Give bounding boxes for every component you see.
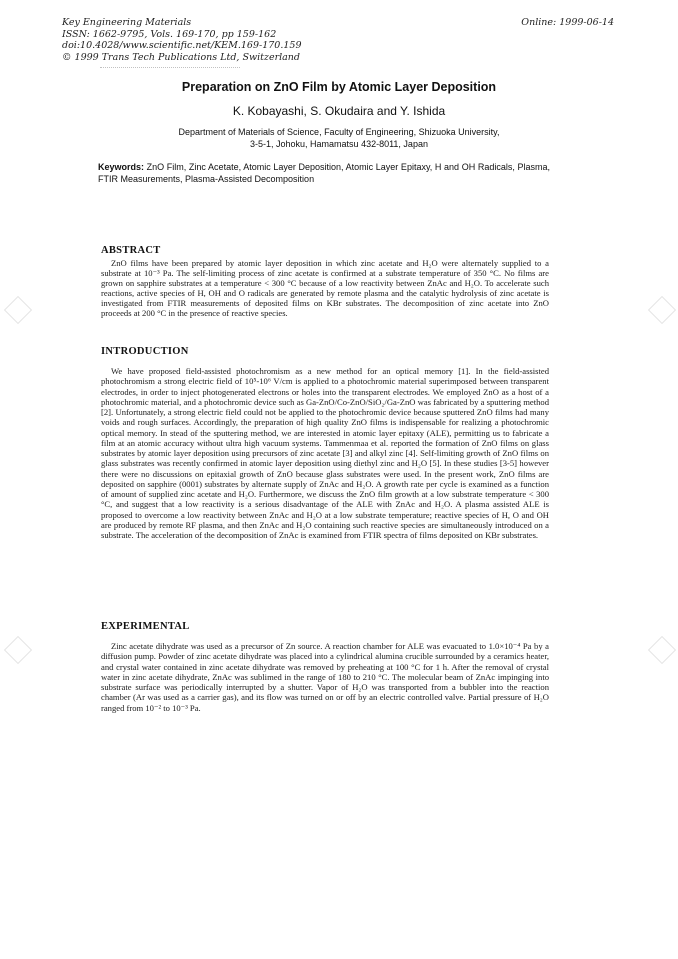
- paper-title: Preparation on ZnO Film by Atomic Layer Deposition: [181, 80, 497, 94]
- author-list: K. Kobayashi, S. Okudaira and Y. Ishida: [232, 104, 446, 118]
- copyright-line: © 1999 Trans Tech Publications Ltd, Switzerland: [62, 51, 301, 63]
- keywords-text: ZnO Film, Zinc Acetate, Atomic Layer Deposition, Atomic Layer Epitaxy, H and OH Radicals, Plasma, FTIR Measurements, Plasma-Assisted Decomposition: [98, 162, 550, 184]
- watermark-mark: [4, 636, 32, 664]
- keywords-label: Keywords:: [98, 162, 145, 172]
- doi-line: doi:10.4028/www.scientific.net/KEM.169-170.159: [62, 40, 302, 51]
- abstract-text: ZnO films have been prepared by atomic layer deposition in which zinc acetate and H₂O were alternately supplied to a substrate at 10⁻³ Pa. The self-limiting process of zinc acetate is confirmed at a substrate temperature of 350 °C. No films are grown on sapphire substrates at a temperature < 300 °C because of a low reactivity between ZnAc and H₂O. To accelerate such reactions, active species of H, OH and O radicals are generated by remote plasma and the catalytic hydrolysis of zinc acetate is investigated from FTIR measurements of deposited films on KBr substrates. The decomposition of zinc acetate into ZnO proceeds at 200 °C in the presence of reactive species.: [101, 258, 549, 319]
- introduction-section: [101, 346, 549, 540]
- experimental-section: [101, 621, 549, 713]
- watermark-mark: [648, 636, 676, 664]
- introduction-text: We have proposed field-assisted photochromism as a new method for an optical memory [1]. In the field-assisted photochromism a strong electric field of 10⁵-10⁶ V/cm is applied to a photochromic material superimposed between transparent electrodes, in order to inject photogenerated electrons or holes into the transparent electrodes. We employed ZnO as a host of a photochromic material, and a photochromic device such as Ga-ZnO/Co-ZnO/SiO₂/Ga-ZnO was fabricated by a sputtering method [2]. Unfortunately, a strong electric field could not be applied to the photochromic device because sputtered ZnO films had many voids and rough surfaces. Accordingly, the preparation of high quality ZnO films is indispensable for realizing a photochromic optical memory. In stead of the sputtering method, we are interested in atomic layer epitaxy (ALE), permitting us to fabricate a film at an atomic accuracy without ultra high vacuum systems. Tammenmaa et al. reported the formation of ZnO films on glass substrates by atomic layer deposition using precursors of zinc acetate [3] and alkyl zinc [4]. Self-limiting growth of ZnO films on glass substrates was recently confirmed in atomic layer deposition using diethyl zinc and H₂O [5]. In these studies [3-5] however there were no discussions on epitaxial growth of ZnO because glass substrates were used. In the present work, ZnO films are deposited on sapphire (0001) substrates by alternate supply of ZnAc and H₂O. A growth rate per cycle is examined as a function of amount of supplied zinc acetate and H₂O. Furthermore, we discuss the ZnO film growth at a low substrate temperature < 300 °C, and suggest that a low reactivity is a serious disadvantage of the ALE with ZnAc and H₂O. A plasma assisted ALE is proposed to overcome a low reactivity between ZnAc and H₂O at a low substrate temperature; reactive species of H, O and OH are produced by remote RF plasma, and then ZnAc and H₂O containing such reactive species are simultaneously introduced on a substrate. The acceleration of the decomposition of ZnAc is examined from FTIR spectra of films deposited on KBr substrates.: [101, 366, 549, 540]
- keywords: [98, 161, 550, 185]
- watermark-mark: [648, 296, 676, 324]
- affiliation-line-2: 3-5-1, Johoku, Hamamatsu 432-8011, Japan: [250, 139, 428, 149]
- journal-name: Key Engineering Materials: [62, 17, 192, 28]
- publication-header: [62, 17, 422, 63]
- watermark-mark: [4, 296, 32, 324]
- online-date: Online: 1999-06-14: [521, 17, 614, 28]
- affiliation: [0, 126, 678, 150]
- affiliation-line-1: Department of Materials of Science, Faculty of Engineering, Shizuoka University,: [178, 127, 500, 137]
- experimental-heading: EXPERIMENTAL: [101, 621, 190, 632]
- introduction-heading: INTRODUCTION: [101, 346, 189, 357]
- abstract-heading: ABSTRACT: [101, 245, 161, 256]
- issn-line: ISSN: 1662-9795, Vols. 169-170, pp 159-162: [62, 28, 277, 40]
- faded-scan-line: [100, 67, 240, 73]
- experimental-text: Zinc acetate dihydrate was used as a precursor of Zn source. A reaction chamber for ALE was evacuated to 1.0×10⁻⁴ Pa by a diffusion pump. Powder of zinc acetate dihydrate was placed into a cylindrical alumina crucible surrounded by a ceramics heater, and crystal water contained in zinc acetate dihydrate was removed by preheating at 100 °C for 1 h. After the removal of crystal water in zinc acetate dihydrate, ZnAc was sublimed in the range of 180 to 210 °C. The molecular beam of ZnAc impinging into substrate surface was periodically interrupted by a shutter. Vapor of H₂O was transported from a bubbler into the reaction chamber (Ar was used as a carrier gas), and its flow was turned on or off by an electric controlled valve. Partial pressure of H₂O ranged from 10⁻² to 10⁻³ Pa.: [101, 641, 549, 713]
- abstract-section: [101, 245, 549, 319]
